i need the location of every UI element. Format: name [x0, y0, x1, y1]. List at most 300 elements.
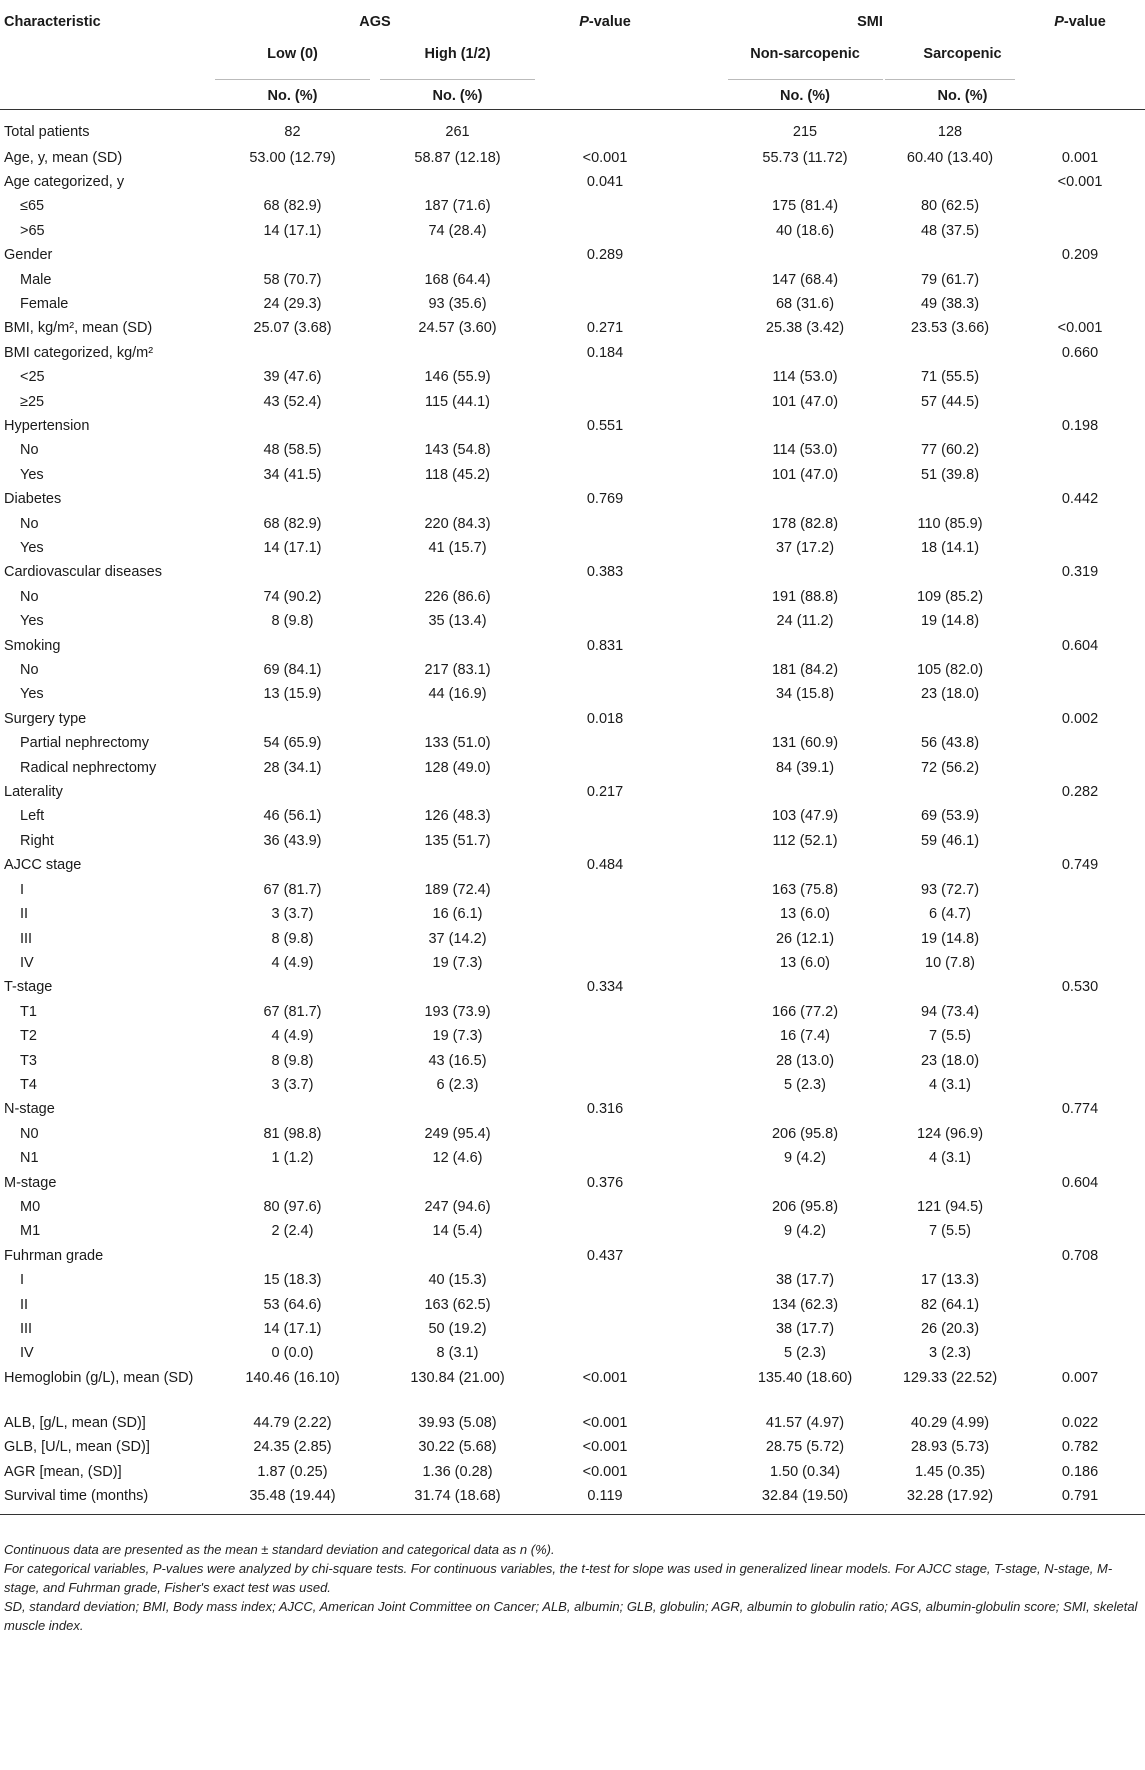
table-cell: 0.319	[1061, 564, 1099, 581]
row-label: II	[20, 1296, 29, 1313]
table-cell	[540, 1293, 670, 1317]
footnote: SD, standard deviation; BMI, Body mass index; AJCC, American Joint Committee on Cancer; ALB, albumin; GLB, globulin; AGR, albumin to globulin ratio; AGS, albumin-globulin score; SMI, skeletal muscle index.	[4, 1599, 1138, 1633]
table-cell	[540, 1341, 670, 1365]
table-cell	[1015, 756, 1145, 780]
table-cell: 0.442	[1061, 491, 1099, 508]
table-cell	[540, 1268, 670, 1292]
table-cell: 114 (53.0)	[772, 442, 838, 459]
table-cell	[885, 1244, 1015, 1268]
table-cell: 39.93 (5.08)	[418, 1414, 497, 1431]
table-cell	[375, 853, 540, 877]
table-row	[0, 219, 1145, 243]
table-cell: 0.437	[586, 1247, 624, 1264]
table-cell: 1.87 (0.25)	[257, 1463, 328, 1480]
spacer-cell	[670, 1317, 725, 1341]
table-cell: 46 (56.1)	[263, 808, 322, 825]
table-cell: 121 (94.5)	[916, 1198, 984, 1215]
table-cell: 30.22 (5.68)	[418, 1439, 497, 1456]
table-cell: 48 (58.5)	[263, 442, 322, 459]
table-cell	[1015, 658, 1145, 682]
footnote: Continuous data are presented as the mean ± standard deviation and categorical data as n (%).	[4, 1542, 555, 1557]
spacer-cell	[670, 1268, 725, 1292]
table-cell: 23 (18.0)	[920, 686, 980, 703]
table-row	[0, 414, 1145, 438]
table-cell: 41.57 (4.97)	[765, 1414, 845, 1431]
table-cell: 10 (7.8)	[925, 954, 975, 971]
row-label: Yes	[20, 540, 44, 556]
table-row	[0, 829, 1145, 853]
table-cell	[210, 1097, 375, 1121]
row-label: ≤65	[20, 198, 45, 215]
spacer-cell	[670, 438, 725, 462]
table-cell	[540, 1049, 670, 1073]
table-cell: 38 (17.7)	[775, 1272, 835, 1289]
table-cell: 5 (2.3)	[784, 1345, 826, 1362]
row-label: ALB, [g/L, mean (SD)]	[4, 1414, 146, 1431]
spacer-cell	[670, 463, 725, 487]
table-row	[0, 853, 1145, 877]
table-cell	[885, 1171, 1015, 1195]
table-cell	[725, 414, 885, 438]
spacer-cell	[670, 487, 725, 511]
table-cell: 105 (82.0)	[916, 662, 984, 679]
table-cell: 9 (4.2)	[784, 1223, 826, 1240]
table-cell: 109 (85.2)	[916, 588, 984, 605]
table-cell	[540, 804, 670, 828]
table-cell	[725, 780, 885, 804]
table-cell: 25.38 (3.42)	[765, 320, 845, 337]
col-header-high: High (1/2)	[380, 38, 535, 62]
spacer-cell	[670, 682, 725, 706]
table-cell	[885, 780, 1015, 804]
table-cell: 35 (13.4)	[428, 613, 487, 630]
table-row	[0, 1293, 1145, 1317]
table-cell: 58.87 (12.18)	[414, 149, 501, 166]
table-cell	[1015, 682, 1145, 706]
table-cell: 79 (61.7)	[920, 271, 980, 288]
table-cell: 0.271	[586, 320, 624, 337]
table-cell: 6 (2.3)	[436, 1076, 479, 1093]
row-label: Yes	[20, 466, 44, 483]
table-row	[0, 292, 1145, 316]
table-cell: 2 (2.4)	[271, 1223, 314, 1240]
table-cell	[1015, 463, 1145, 487]
table-cell: 9 (4.2)	[784, 1150, 826, 1167]
spacer-cell	[670, 634, 725, 658]
table-cell: 36 (43.9)	[263, 832, 322, 849]
table-cell	[210, 634, 375, 658]
table-cell: 17 (13.3)	[920, 1272, 980, 1289]
table-cell: 84 (39.1)	[775, 759, 835, 776]
table-row	[0, 146, 1145, 170]
table-cell	[1015, 292, 1145, 316]
table-row	[0, 1049, 1145, 1073]
table-cell: 82	[210, 109, 375, 146]
table-row	[0, 707, 1145, 731]
table-cell	[1015, 1195, 1145, 1219]
table-cell: 163 (75.8)	[771, 881, 839, 898]
table-row	[0, 560, 1145, 584]
table-cell	[540, 365, 670, 389]
table-row	[0, 731, 1145, 755]
table-cell: 0.551	[586, 417, 624, 434]
table-cell: 43 (16.5)	[428, 1052, 487, 1069]
row-label: >65	[20, 222, 45, 239]
table-cell: 131 (60.9)	[771, 735, 839, 752]
table-cell: 193 (73.9)	[424, 1003, 491, 1020]
spacer-cell	[670, 560, 725, 584]
table-row	[0, 1341, 1145, 1365]
spacer-cell	[670, 316, 725, 340]
table-row	[0, 365, 1145, 389]
table-cell	[540, 194, 670, 218]
table-cell	[540, 1195, 670, 1219]
table-cell	[540, 292, 670, 316]
table-cell: 16 (7.4)	[780, 1028, 830, 1045]
spacer-cell	[670, 585, 725, 609]
row-label: N-stage	[4, 1101, 55, 1118]
table-row	[0, 780, 1145, 804]
table-cell: 40 (15.3)	[428, 1272, 487, 1289]
table-cell: 0.041	[586, 173, 624, 190]
table-cell	[725, 1244, 885, 1268]
table-cell: 0.119	[540, 1484, 670, 1515]
row-label: Yes	[20, 686, 44, 703]
table-cell: 7 (5.5)	[929, 1028, 971, 1045]
table-cell: 0 (0.0)	[271, 1345, 314, 1362]
table-cell: 101 (47.0)	[771, 393, 839, 410]
table-cell: 37 (17.2)	[775, 540, 835, 556]
table-cell	[725, 170, 885, 194]
table-cell: <0.001	[1057, 320, 1103, 337]
table-cell: 0.022	[1061, 1414, 1099, 1431]
table-cell: 124 (96.9)	[916, 1125, 984, 1142]
table-cell: 1.36 (0.28)	[422, 1463, 493, 1480]
pvalue-p: P	[1054, 14, 1064, 30]
table-cell: 74 (28.4)	[428, 222, 487, 239]
table-cell	[540, 829, 670, 853]
spacer-cell	[670, 1171, 725, 1195]
spacer-cell	[670, 975, 725, 999]
spacer-cell	[670, 731, 725, 755]
table-cell: 103 (47.9)	[771, 808, 839, 825]
table-cell	[540, 951, 670, 975]
col-header-low: Low (0)	[215, 38, 370, 62]
table-cell: 31.74 (18.68)	[375, 1484, 540, 1515]
table-cell	[210, 414, 375, 438]
row-label: III	[20, 930, 33, 947]
table-cell: 43 (52.4)	[263, 393, 322, 410]
table-row	[0, 1484, 1145, 1515]
table-row	[0, 341, 1145, 365]
table-cell: 0.334	[586, 979, 624, 996]
table-cell: 19 (7.3)	[432, 1028, 483, 1045]
spacer-cell	[670, 756, 725, 780]
table-cell	[885, 341, 1015, 365]
table-cell	[725, 707, 885, 731]
table-cell: 74 (90.2)	[263, 588, 322, 605]
spacer-cell	[670, 1341, 725, 1365]
table-cell: 44.79 (2.22)	[253, 1414, 332, 1431]
table-cell: 0.782	[1061, 1439, 1099, 1456]
row-label: Diabetes	[4, 491, 62, 508]
table-cell: 114 (53.0)	[772, 369, 838, 386]
table-cell	[1015, 878, 1145, 902]
table-cell: 135.40 (18.60)	[757, 1369, 853, 1386]
table-row	[0, 1195, 1145, 1219]
table-cell: 130.84 (21.00)	[410, 1369, 505, 1386]
table-cell	[1015, 927, 1145, 951]
table-cell: 178 (82.8)	[771, 515, 839, 532]
table-cell: 24.57 (3.60)	[418, 320, 497, 337]
spacer-cell	[670, 243, 725, 267]
table-cell: 26 (12.1)	[775, 930, 835, 947]
row-label: BMI categorized, kg/m²	[4, 344, 154, 361]
table-cell	[210, 707, 375, 731]
table-cell	[540, 927, 670, 951]
table-cell: 48 (37.5)	[920, 222, 980, 239]
table-cell	[1015, 1024, 1145, 1048]
table-cell	[540, 1219, 670, 1243]
table-cell: 3 (2.3)	[929, 1345, 971, 1362]
table-cell: 28.93 (5.73)	[910, 1439, 990, 1456]
table-cell: 0.831	[586, 637, 624, 654]
table-cell	[725, 975, 885, 999]
table-cell	[1015, 268, 1145, 292]
table-cell: 4 (3.1)	[929, 1076, 971, 1093]
table-cell: 69 (53.9)	[920, 808, 980, 825]
row-label: Survival time (months)	[0, 1484, 210, 1515]
row-label: N0	[20, 1125, 39, 1142]
table-cell: 7 (5.5)	[929, 1223, 971, 1240]
table-row	[0, 463, 1145, 487]
table-row	[0, 1366, 1145, 1411]
table-cell	[725, 341, 885, 365]
col-header-no-pct: No. (%)	[380, 79, 535, 104]
table-cell: 163 (62.5)	[424, 1296, 491, 1313]
spacer-cell	[670, 292, 725, 316]
table-cell: 60.40 (13.40)	[906, 149, 994, 166]
table-cell: 93 (35.6)	[428, 295, 487, 312]
table-cell	[375, 414, 540, 438]
table-cell	[540, 658, 670, 682]
table-cell	[540, 463, 670, 487]
spacer-cell	[670, 1293, 725, 1317]
table-footnotes	[4, 1540, 1139, 1635]
pvalue-rest: -value	[1063, 14, 1106, 30]
table-cell	[540, 109, 670, 146]
table-cell: 8 (3.1)	[436, 1345, 479, 1362]
table-row	[0, 1097, 1145, 1121]
row-label: <25	[20, 369, 45, 386]
spacer-cell	[670, 219, 725, 243]
table-cell: <0.001	[582, 149, 628, 166]
row-label: II	[20, 906, 29, 923]
table-cell	[540, 1073, 670, 1097]
table-cell: 67 (81.7)	[263, 1003, 322, 1020]
table-cell	[540, 682, 670, 706]
table-cell: 19 (14.8)	[920, 930, 980, 947]
spacer-cell	[670, 1411, 725, 1435]
table-cell	[1015, 1146, 1145, 1170]
table-row	[0, 927, 1145, 951]
table-cell: 34 (15.8)	[775, 686, 835, 703]
table-cell: 94 (73.4)	[920, 1003, 980, 1020]
spacer-cell	[670, 927, 725, 951]
table-cell: 0.774	[1061, 1101, 1099, 1118]
table-cell: 68 (31.6)	[775, 295, 835, 312]
table-row	[0, 512, 1145, 536]
spacer-cell	[670, 1366, 725, 1411]
pvalue-rest: -value	[588, 14, 631, 30]
table-cell: 175 (81.4)	[771, 198, 839, 215]
table-body	[0, 109, 1145, 1515]
table-cell	[1015, 390, 1145, 414]
table-cell	[540, 1317, 670, 1341]
table-cell: 146 (55.9)	[424, 369, 491, 386]
pvalue-p: P	[579, 14, 589, 30]
table-cell: 38 (17.7)	[775, 1321, 835, 1337]
table-cell: 49 (38.3)	[920, 295, 980, 312]
row-label: Cardiovascular diseases	[4, 564, 162, 581]
table-cell: 0.018	[586, 710, 624, 727]
row-label: GLB, [U/L, mean (SD)]	[4, 1439, 150, 1456]
table-cell	[210, 487, 375, 511]
table-cell: 14 (17.1)	[263, 222, 322, 239]
row-label: Age categorized, y	[4, 173, 125, 190]
table-cell: 41 (15.7)	[428, 540, 487, 556]
spacer-cell	[670, 1244, 725, 1268]
table-cell: 118 (45.2)	[424, 466, 491, 483]
table-cell	[885, 975, 1015, 999]
table-cell: 40.29 (4.99)	[910, 1414, 990, 1431]
table-cell	[375, 634, 540, 658]
table-row	[0, 585, 1145, 609]
table-cell: 133 (51.0)	[424, 735, 491, 752]
table-cell: 0.530	[1061, 979, 1099, 996]
table-cell	[725, 560, 885, 584]
table-cell: 4 (4.9)	[271, 1028, 314, 1045]
spacer-cell	[670, 1122, 725, 1146]
table-row	[0, 756, 1145, 780]
table-cell: 12 (4.6)	[432, 1150, 483, 1167]
row-label: AJCC stage	[4, 857, 82, 874]
table-cell: 134 (62.3)	[771, 1296, 839, 1313]
table-cell: 0.769	[586, 491, 624, 508]
table-cell	[210, 975, 375, 999]
table-cell	[1015, 438, 1145, 462]
table-cell	[540, 1000, 670, 1024]
spacer-cell	[670, 902, 725, 926]
spacer-cell	[670, 707, 725, 731]
table-row	[0, 390, 1145, 414]
table-cell: 57 (44.5)	[920, 393, 980, 410]
table-cell: 0.217	[586, 784, 624, 801]
table-cell: 32.84 (19.50)	[725, 1484, 885, 1515]
table-cell	[885, 170, 1015, 194]
spacer-cell	[670, 1219, 725, 1243]
spacer-cell	[670, 1484, 725, 1515]
table-cell: 0.708	[1061, 1247, 1099, 1264]
spacer-cell	[670, 414, 725, 438]
table-cell	[210, 1171, 375, 1195]
table-cell: 0.749	[1061, 857, 1099, 874]
col-header-smi: SMI	[857, 14, 883, 30]
table-cell	[210, 243, 375, 267]
table-cell: 19 (7.3)	[432, 954, 483, 971]
row-label: N1	[20, 1150, 39, 1167]
table-row	[0, 658, 1145, 682]
table-cell: 24 (29.3)	[263, 295, 322, 312]
col-header-characteristic: Characteristic	[4, 14, 101, 30]
row-label: Smoking	[4, 637, 61, 654]
row-label: I	[20, 881, 25, 898]
row-label: Gender	[4, 247, 53, 264]
table-cell: 82 (64.1)	[920, 1296, 980, 1313]
table-row	[0, 1411, 1145, 1435]
table-cell	[1015, 1219, 1145, 1243]
table-cell	[885, 487, 1015, 511]
table-cell: 129.33 (22.52)	[902, 1369, 998, 1386]
col-header-non-sarcopenic: Non-sarcopenic	[728, 38, 883, 62]
table-cell	[885, 1097, 1015, 1121]
row-label: No	[20, 515, 39, 532]
spacer-cell	[670, 1000, 725, 1024]
table-cell: 143 (54.8)	[424, 442, 491, 459]
table-cell: 77 (60.2)	[920, 442, 980, 459]
table-cell: 58 (70.7)	[263, 271, 322, 288]
table-cell: 14 (17.1)	[263, 540, 322, 556]
row-label: Hypertension	[4, 417, 90, 434]
spacer-cell	[670, 1146, 725, 1170]
table-cell	[540, 1122, 670, 1146]
table-cell: 217 (83.1)	[424, 662, 491, 679]
table-cell: 0.791	[1015, 1484, 1145, 1515]
table-row	[0, 316, 1145, 340]
table-row	[0, 878, 1145, 902]
row-label: Total patients	[0, 109, 210, 146]
table-cell: 67 (81.7)	[263, 881, 322, 898]
table-cell: 72 (56.2)	[920, 759, 980, 776]
table-row	[0, 682, 1145, 706]
table-cell	[540, 902, 670, 926]
table-cell: 13 (6.0)	[780, 906, 830, 923]
row-label: T3	[20, 1052, 37, 1069]
table-cell	[375, 1097, 540, 1121]
table-cell: 126 (48.3)	[424, 808, 491, 825]
table-cell: 135 (51.7)	[424, 832, 491, 849]
table-cell: 249 (95.4)	[424, 1125, 491, 1142]
row-label: T-stage	[4, 979, 53, 996]
table-cell: <0.001	[1057, 173, 1103, 190]
table-cell	[540, 585, 670, 609]
row-label: Radical nephrectomy	[20, 759, 157, 776]
table-cell	[1015, 731, 1145, 755]
table-cell: 25.07 (3.68)	[253, 320, 332, 337]
table-cell: 115 (44.1)	[424, 393, 491, 410]
row-label: Fuhrman grade	[4, 1247, 104, 1264]
table-row	[0, 1268, 1145, 1292]
table-cell: 69 (84.1)	[263, 662, 322, 679]
table-cell: 26 (20.3)	[920, 1321, 980, 1337]
table-cell: 68 (82.9)	[263, 515, 322, 532]
col-header-no-pct: No. (%)	[885, 79, 1015, 104]
spacer-cell	[670, 829, 725, 853]
table-cell: 1 (1.2)	[271, 1150, 314, 1167]
table-cell: 0.001	[1061, 149, 1099, 166]
table-cell: 0.660	[1061, 344, 1099, 361]
table-cell	[540, 390, 670, 414]
